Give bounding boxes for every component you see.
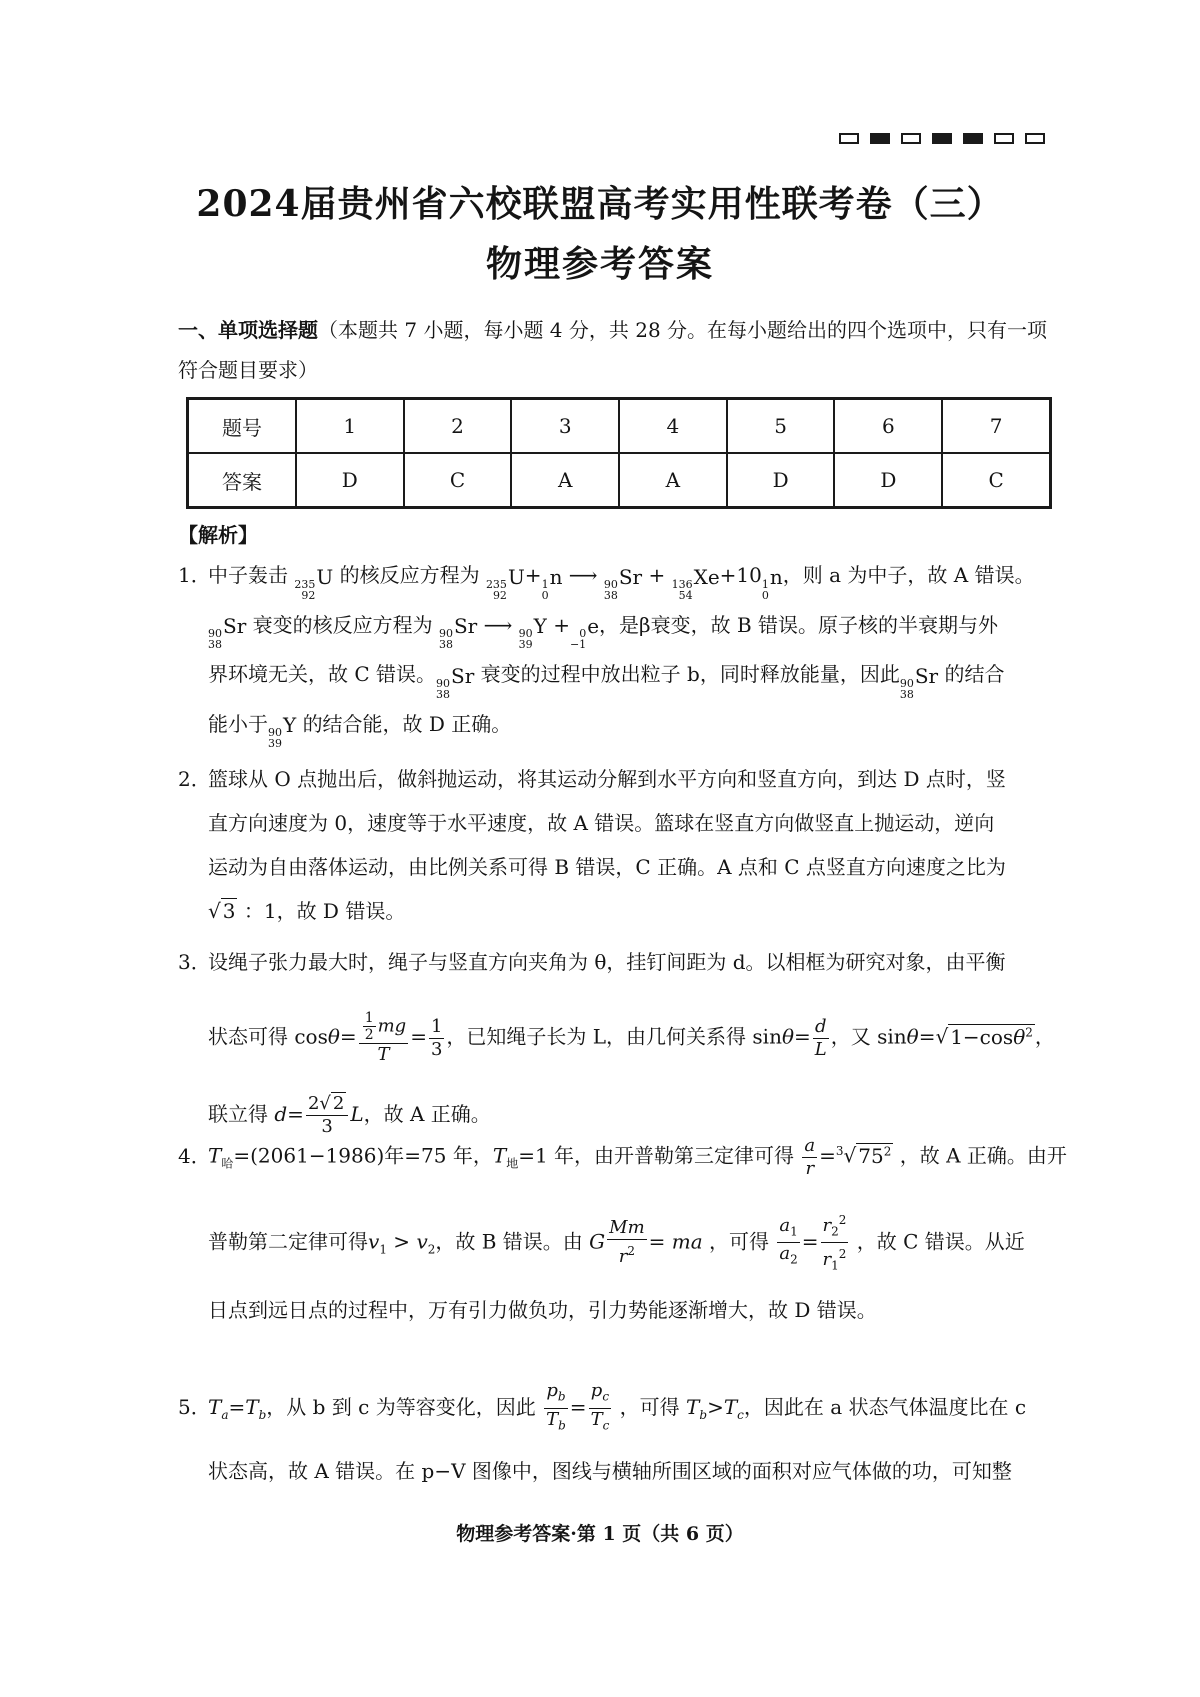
explanation-q2: 2．篮球从 O 点抛出后，做斜抛运动，将其运动分解到水平方向和竖直方向，到达 D 点时，竖 直方向速度为 0，速度等于水平速度，故 A 错误。篮球在竖直方向做竖直上抛运动，逆向 运动为自由落体运动，由比例关系可得 B 错误，C 正确。A 点和 C 点竖直方向速度之比为 √ 3 ：1，故 D 错误。: [178, 767, 1006, 923]
table-cell: C: [942, 453, 1050, 508]
answer-table: [186, 397, 1052, 509]
table-cell: D: [727, 453, 835, 508]
explanation-q4: 4．$T_哈=(2061-1986)$年=75 年，$T_地=1$ 年，由开普勒第三定律可得 $\frac{a}{r}$ =$^3$√ $75^2$ ，故 A 正确。由开 普勒第二定律可得$v_1 > v_2$，故 B 错误。由 G $\frac{Mm}{r^2}$ = ma ，可得 $\frac{a_1}{a_2}$ = $\frac{r_2^2}{r_1^2}$ ，故 C 错误。从近 日点到远日点的过程中，万有引力做负功，引力势能逐渐增大，故 D 错误。: [178, 1134, 1067, 1322]
table-cell: A: [511, 453, 619, 508]
table-cell: 1: [296, 399, 404, 454]
table-cell: C: [404, 453, 512, 508]
section-heading: [178, 310, 1048, 390]
table-cell: 2: [404, 399, 512, 454]
table-row-numbers: [188, 399, 1051, 454]
section-title: 一、单项选择题: [178, 318, 318, 342]
table-cell: D: [296, 453, 404, 508]
row-label-answer: 答案: [188, 453, 296, 508]
table-cell: 5: [727, 399, 835, 454]
table-cell: A: [619, 453, 727, 508]
document-title: 2024届贵州省六校联盟高考实用性联考卷（三）: [196, 183, 1004, 225]
page-footer: 物理参考答案·第 1 页（共 6 页）: [456, 1523, 744, 1545]
table-cell: 7: [942, 399, 1050, 454]
table-cell: 4: [619, 399, 727, 454]
table-cell: D: [834, 453, 942, 508]
table-cell: 3: [511, 399, 619, 454]
analysis-label: 【解析】: [178, 523, 258, 547]
explanation-q5: 5．$T_a=T_b$，从 b 到 c 为等容变化，因此 $\frac{p_b}{T_b}$ = $\frac{p_c}{T_c}$ ，可得 $T_b>T_c$，因此在 a 状态气体温度比在 c 状态高，故 A 错误。在 p−V 图像中，图线与横轴所围区域的面积对应气体做的功，可知整: [178, 1380, 1027, 1483]
table-cell: 6: [834, 399, 942, 454]
barcode-marks: [839, 133, 1045, 144]
document-subtitle: 物理参考答案: [485, 243, 714, 285]
section-description: （本题共 7 小题，每小题 4 分，共 28 分。在每小题给出的四个选项中，只有一项符合题目要求）: [178, 318, 1048, 382]
explanation-q1: 1．中子轰击 235 92 U 的核反应方程为 235 92 U+ 1 0 n ⟶ 90 38 Sr + 136 54 Xe+10 1 0 n，则 a 为中子，故 A 错误。 90 38 Sr 衰变的核反应方程为 90 38 Sr ⟶ 90 39 Y + 0 −1 e，是β衰变，故 B 错误。原子核的半衰期与外 界环境无关，故 C 错误。 90 38 Sr 衰变的过程中放出粒子 b，同时释放能量，因此 90 38 Sr 的结合 能小于 90 39 Y 的结合能，故 D 正确。: [178, 563, 1035, 750]
row-label-number: 题号: [188, 399, 296, 454]
table-row-answers: [188, 453, 1051, 508]
explanation-q3: 3．设绳子张力最大时，绳子与竖直方向夹角为 θ，挂钉间距为 d。以相框为研究对象，由平衡 状态可得 cosθ= $\frac{1}{2}$ mg T = $\frac{1}{3}$ ，已知绳子长为 L，由几何关系得 sinθ= $\frac{d}{L}$ ，又 sinθ=√ 1−cosθ$^2$ ， 联立得 d= $\frac{2√ 2}{3}$ L，故 A 正确。: [178, 950, 1055, 1138]
